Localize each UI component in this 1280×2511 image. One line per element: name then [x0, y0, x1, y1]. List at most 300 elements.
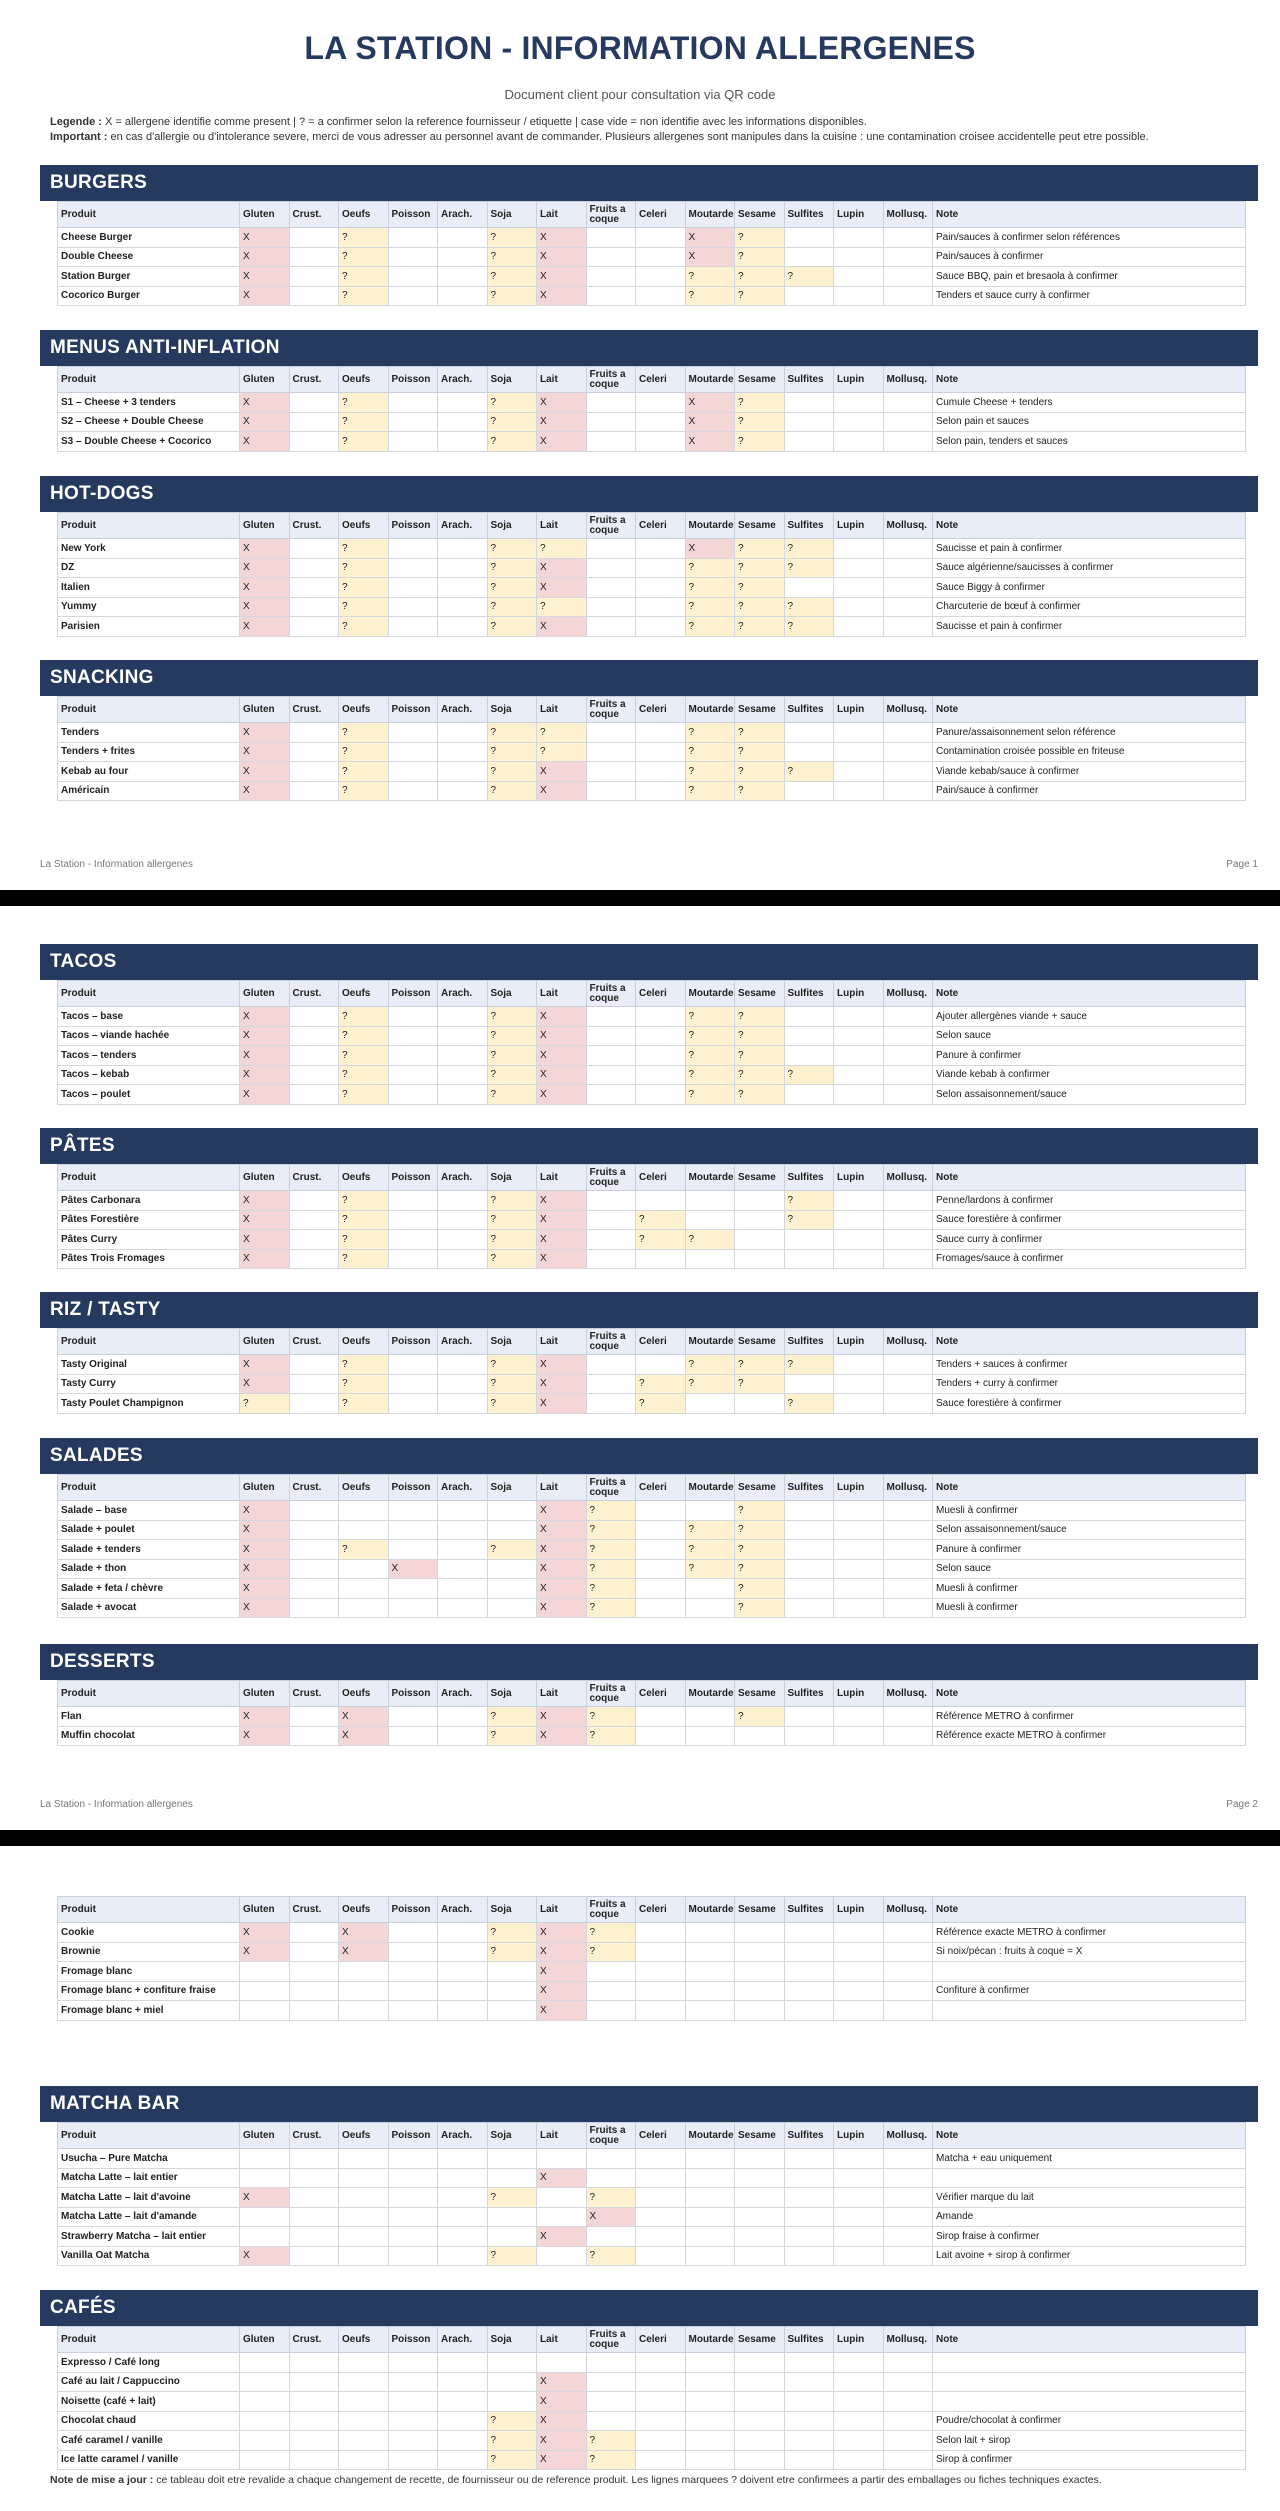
section-cafes: [40, 2290, 1258, 2470]
column-header: Soja: [487, 1897, 537, 1923]
column-header: Moutarde: [685, 1475, 735, 1501]
allergen-cell: [685, 2411, 735, 2431]
allergen-cell: [438, 2149, 488, 2169]
allergen-cell: [784, 393, 834, 413]
allergen-cell: ?: [487, 578, 537, 598]
table-row: [58, 1026, 1246, 1046]
allergen-cell: [636, 1962, 686, 1982]
product-name: Matcha Latte – lait d'amande: [58, 2207, 240, 2227]
column-header: Mollusq.: [883, 697, 933, 723]
allergen-cell: [636, 2188, 686, 2208]
note-cell: Tenders + curry à confirmer: [933, 1374, 1246, 1394]
column-header: Crust.: [289, 981, 339, 1007]
allergen-cell: [636, 267, 686, 287]
allergen-cell: [784, 1598, 834, 1618]
page-2: [0, 906, 1280, 1830]
allergen-cell: [784, 1923, 834, 1943]
allergen-cell: [636, 1579, 686, 1599]
allergen-cell: [636, 228, 686, 248]
allergen-cell: X: [240, 1046, 290, 1066]
allergen-cell: ?: [537, 539, 587, 559]
allergen-cell: ?: [487, 1046, 537, 1066]
column-header: Lait: [537, 981, 587, 1007]
allergen-cell: [289, 1726, 339, 1746]
allergen-cell: [388, 1501, 438, 1521]
column-header: Crust.: [289, 1475, 339, 1501]
product-name: Pâtes Curry: [58, 1230, 240, 1250]
allergen-cell: [339, 1520, 389, 1540]
allergen-cell: [834, 742, 884, 762]
allergen-cell: [438, 286, 488, 306]
allergen-cell: [388, 412, 438, 432]
allergen-cell: [685, 1191, 735, 1211]
product-name: Café caramel / vanille: [58, 2431, 240, 2451]
column-header: Oeufs: [339, 202, 389, 228]
product-name: Chocolat chaud: [58, 2411, 240, 2431]
allergen-cell: [636, 558, 686, 578]
allergen-cell: [586, 2149, 636, 2169]
allergen-cell: [834, 1230, 884, 1250]
allergen-cell: ?: [685, 1230, 735, 1250]
allergen-cell: [388, 1707, 438, 1727]
allergen-cell: [537, 2207, 587, 2227]
allergen-cell: ?: [735, 286, 785, 306]
allergen-cell: X: [240, 781, 290, 801]
column-header: Produit: [58, 367, 240, 393]
allergen-cell: [586, 1981, 636, 2001]
allergen-cell: [586, 1394, 636, 1414]
table-row: [58, 2207, 1246, 2227]
column-header: Lupin: [834, 2327, 884, 2353]
column-header: Poisson: [388, 1329, 438, 1355]
page-title: LA STATION - INFORMATION ALLERGENES: [304, 30, 976, 66]
allergen-cell: X: [240, 412, 290, 432]
allergen-cell: X: [240, 723, 290, 743]
allergen-cell: X: [537, 1942, 587, 1962]
allergen-cell: [438, 762, 488, 782]
column-header: Fruits a coque: [586, 2123, 636, 2149]
allergen-cell: ?: [487, 432, 537, 452]
column-header: Oeufs: [339, 367, 389, 393]
column-header: Gluten: [240, 1475, 290, 1501]
allergen-cell: [388, 1210, 438, 1230]
allergen-cell: [834, 2207, 884, 2227]
update-note: [50, 2474, 1102, 2486]
allergen-cell: [388, 2372, 438, 2392]
column-header: Poisson: [388, 1475, 438, 1501]
allergen-cell: X: [537, 1026, 587, 1046]
product-name: Pâtes Carbonara: [58, 1191, 240, 1211]
allergen-cell: [784, 412, 834, 432]
allergen-cell: [883, 2246, 933, 2266]
allergen-cell: ?: [537, 742, 587, 762]
column-header: Fruits a coque: [586, 513, 636, 539]
column-header: Soja: [487, 2123, 537, 2149]
note-cell: [933, 2353, 1246, 2373]
allergen-cell: X: [537, 228, 587, 248]
column-header: Arach.: [438, 697, 488, 723]
allergen-cell: [388, 2149, 438, 2169]
note-cell: Sauce algérienne/saucisses à confirmer: [933, 558, 1246, 578]
allergen-cell: [685, 2227, 735, 2247]
table-row: [58, 432, 1246, 452]
table-row: [58, 1923, 1246, 1943]
allergen-cell: ?: [339, 1374, 389, 1394]
column-header: Produit: [58, 1681, 240, 1707]
allergen-cell: [289, 1501, 339, 1521]
allergen-cell: ?: [784, 1191, 834, 1211]
allergen-cell: ?: [339, 1046, 389, 1066]
product-name: Salade + feta / chèvre: [58, 1579, 240, 1599]
allergen-cell: [289, 1598, 339, 1618]
section-title: BURGERS: [40, 165, 1258, 201]
allergen-cell: X: [685, 412, 735, 432]
allergen-cell: [438, 578, 488, 598]
allergen-cell: [339, 1598, 389, 1618]
note-cell: Selon pain et sauces: [933, 412, 1246, 432]
allergen-cell: [834, 2001, 884, 2021]
allergen-cell: [636, 2246, 686, 2266]
allergen-cell: ?: [586, 2431, 636, 2451]
allergen-cell: X: [240, 267, 290, 287]
table-row: [58, 2392, 1246, 2412]
product-name: Cookie: [58, 1923, 240, 1943]
allergen-cell: [636, 1007, 686, 1027]
allergen-cell: [339, 2188, 389, 2208]
allergen-cell: [883, 247, 933, 267]
column-header: Mollusq.: [883, 2123, 933, 2149]
product-name: Salade + avocat: [58, 1598, 240, 1618]
allergen-cell: [685, 1962, 735, 1982]
allergen-cell: [636, 1355, 686, 1375]
column-header: Moutarde: [685, 2327, 735, 2353]
column-header: Soja: [487, 1165, 537, 1191]
column-header: Lait: [537, 202, 587, 228]
legend-label: Legende :: [50, 116, 102, 128]
allergen-cell: X: [339, 1726, 389, 1746]
allergen-cell: [586, 1065, 636, 1085]
allergen-cell: [438, 1598, 488, 1618]
allergen-cell: X: [537, 617, 587, 637]
allergen-cell: [636, 1923, 686, 1943]
allergen-cell: [289, 578, 339, 598]
allergen-cell: [834, 1085, 884, 1105]
section-tacos: [40, 944, 1258, 1105]
allergen-cell: X: [240, 1559, 290, 1579]
allergen-cell: [339, 2246, 389, 2266]
note-cell: Viande kebab/sauce à confirmer: [933, 762, 1246, 782]
product-name: Tacos – viande hachée: [58, 1026, 240, 1046]
allergen-cell: X: [240, 1191, 290, 1211]
allergen-cell: [240, 2168, 290, 2188]
column-header: Arach.: [438, 981, 488, 1007]
allergen-cell: [438, 539, 488, 559]
allergen-cell: [685, 2353, 735, 2373]
allergen-cell: X: [537, 2431, 587, 2451]
allergen-cell: [636, 723, 686, 743]
allergen-cell: [784, 2372, 834, 2392]
note-cell: Panure/assaisonnement selon référence: [933, 723, 1246, 743]
allergen-cell: [784, 1085, 834, 1105]
allergen-cell: X: [537, 1394, 587, 1414]
allergen-cell: [685, 2188, 735, 2208]
allergen-cell: [240, 2149, 290, 2169]
allergen-cell: [834, 558, 884, 578]
allergen-cell: [636, 539, 686, 559]
column-header: Oeufs: [339, 697, 389, 723]
allergen-cell: ?: [685, 1065, 735, 1085]
allergen-cell: [883, 2353, 933, 2373]
allergen-cell: [388, 597, 438, 617]
allergen-cell: [834, 1726, 884, 1746]
product-name: Parisien: [58, 617, 240, 637]
note-cell: Sauce curry à confirmer: [933, 1230, 1246, 1250]
footer-page-number: Page 2: [1226, 1799, 1258, 1810]
allergen-cell: [685, 1210, 735, 1230]
allergen-cell: [537, 2149, 587, 2169]
allergen-cell: [834, 1394, 884, 1414]
allergen-cell: [685, 2372, 735, 2392]
table-row: [58, 1249, 1246, 1269]
column-header: Gluten: [240, 1329, 290, 1355]
allergen-cell: X: [537, 1540, 587, 1560]
allergen-cell: [834, 1923, 884, 1943]
column-header: Gluten: [240, 2123, 290, 2149]
allergen-cell: [784, 2353, 834, 2373]
allergen-cell: [883, 723, 933, 743]
allergen-cell: ?: [586, 1726, 636, 1746]
column-header: Soja: [487, 1329, 537, 1355]
allergen-cell: ?: [735, 1355, 785, 1375]
allergen-cell: X: [685, 393, 735, 413]
column-header: Sulfites: [784, 1475, 834, 1501]
note-cell: Tenders et sauce curry à confirmer: [933, 286, 1246, 306]
allergen-cell: ?: [487, 2246, 537, 2266]
product-name: Ice latte caramel / vanille: [58, 2450, 240, 2470]
allergen-cell: [289, 2411, 339, 2431]
column-header: Soja: [487, 1681, 537, 1707]
allergen-cell: [834, 2246, 884, 2266]
allergen-cell: [289, 1210, 339, 1230]
column-header: Mollusq.: [883, 367, 933, 393]
allergen-cell: ?: [735, 558, 785, 578]
allergen-cell: ?: [636, 1374, 686, 1394]
allergen-cell: [289, 1962, 339, 1982]
allergen-cell: X: [537, 1065, 587, 1085]
allergen-table: [57, 2326, 1246, 2470]
allergen-cell: [883, 617, 933, 637]
allergen-cell: [438, 1726, 488, 1746]
table-row: [58, 2411, 1246, 2431]
column-header: Note: [933, 513, 1246, 539]
column-header: Celeri: [636, 513, 686, 539]
allergen-cell: [784, 286, 834, 306]
allergen-cell: [438, 1191, 488, 1211]
column-header: Moutarde: [685, 697, 735, 723]
allergen-cell: [735, 2207, 785, 2227]
allergen-cell: X: [586, 2207, 636, 2227]
allergen-cell: [636, 1598, 686, 1618]
allergen-cell: X: [537, 1249, 587, 1269]
column-header: Poisson: [388, 981, 438, 1007]
column-header: Gluten: [240, 1681, 290, 1707]
allergen-cell: [537, 2246, 587, 2266]
allergen-cell: [438, 781, 488, 801]
allergen-cell: [438, 1026, 488, 1046]
product-name: Tenders: [58, 723, 240, 743]
allergen-cell: X: [537, 1230, 587, 1250]
table-row: [58, 2001, 1246, 2021]
allergen-cell: [784, 2246, 834, 2266]
column-header: Gluten: [240, 981, 290, 1007]
allergen-cell: [685, 1249, 735, 1269]
column-header: Oeufs: [339, 1165, 389, 1191]
allergen-cell: [487, 1579, 537, 1599]
allergen-cell: ?: [487, 1374, 537, 1394]
allergen-cell: ?: [487, 1942, 537, 1962]
column-header: Produit: [58, 202, 240, 228]
allergen-cell: [487, 2353, 537, 2373]
allergen-cell: ?: [784, 1394, 834, 1414]
allergen-cell: [834, 1981, 884, 2001]
allergen-cell: ?: [487, 1230, 537, 1250]
allergen-cell: [883, 1707, 933, 1727]
section-title: CAFÉS: [40, 2290, 1258, 2326]
allergen-cell: [784, 2227, 834, 2247]
column-header: Poisson: [388, 2327, 438, 2353]
column-header: Mollusq.: [883, 1329, 933, 1355]
allergen-cell: [289, 742, 339, 762]
allergen-cell: ?: [685, 1520, 735, 1540]
allergen-cell: [636, 2227, 686, 2247]
allergen-cell: [240, 2372, 290, 2392]
note-cell: Confiture à confirmer: [933, 1981, 1246, 2001]
allergen-cell: [834, 781, 884, 801]
section-title: MATCHA BAR: [40, 2086, 1258, 2122]
allergen-cell: [636, 1085, 686, 1105]
allergen-cell: [883, 597, 933, 617]
allergen-cell: X: [537, 1923, 587, 1943]
allergen-cell: [586, 781, 636, 801]
table-row: [58, 1559, 1246, 1579]
column-header: Fruits a coque: [586, 1329, 636, 1355]
column-header: Moutarde: [685, 1329, 735, 1355]
allergen-cell: [834, 1520, 884, 1540]
note-cell: Lait avoine + sirop à confirmer: [933, 2246, 1246, 2266]
allergen-cell: X: [240, 1520, 290, 1540]
allergen-cell: X: [537, 1598, 587, 1618]
column-header: Sesame: [735, 981, 785, 1007]
allergen-cell: [240, 2392, 290, 2412]
allergen-cell: [685, 2168, 735, 2188]
allergen-cell: X: [537, 2227, 587, 2247]
allergen-cell: [289, 1579, 339, 1599]
allergen-cell: X: [685, 247, 735, 267]
allergen-cell: [586, 286, 636, 306]
allergen-cell: X: [537, 2001, 587, 2021]
table-row: [58, 1981, 1246, 2001]
allergen-cell: [586, 742, 636, 762]
allergen-cell: X: [240, 1579, 290, 1599]
allergen-cell: [636, 2372, 686, 2392]
allergen-cell: [438, 1210, 488, 1230]
allergen-cell: [685, 1598, 735, 1618]
allergen-cell: ?: [735, 539, 785, 559]
allergen-cell: ?: [735, 1559, 785, 1579]
allergen-cell: [289, 781, 339, 801]
footer-left: La Station - Information allergenes: [40, 1799, 193, 1810]
allergen-cell: ?: [586, 1579, 636, 1599]
allergen-cell: [388, 1394, 438, 1414]
column-header: Poisson: [388, 697, 438, 723]
allergen-cell: [438, 1065, 488, 1085]
allergen-cell: ?: [784, 539, 834, 559]
note-cell: Viande kebab à confirmer: [933, 1065, 1246, 1085]
allergen-cell: [438, 2372, 488, 2392]
product-name: Fromage blanc: [58, 1962, 240, 1982]
allergen-cell: [289, 723, 339, 743]
allergen-cell: ?: [537, 723, 587, 743]
allergen-cell: X: [537, 2411, 587, 2431]
note-cell: Cumule Cheese + tenders: [933, 393, 1246, 413]
allergen-cell: [487, 1962, 537, 1982]
column-header: Moutarde: [685, 981, 735, 1007]
section-desserts: [40, 1644, 1258, 1746]
column-header: Poisson: [388, 1165, 438, 1191]
allergen-cell: [339, 2227, 389, 2247]
allergen-cell: [388, 228, 438, 248]
column-header: Produit: [58, 981, 240, 1007]
allergen-cell: [438, 1942, 488, 1962]
product-name: Fromage blanc + miel: [58, 2001, 240, 2021]
allergen-cell: ?: [735, 1707, 785, 1727]
allergen-cell: [289, 1026, 339, 1046]
allergen-cell: X: [240, 1007, 290, 1027]
allergen-cell: [586, 228, 636, 248]
product-name: Kebab au four: [58, 762, 240, 782]
allergen-cell: [438, 432, 488, 452]
allergen-cell: [685, 2392, 735, 2412]
allergen-cell: ?: [685, 742, 735, 762]
column-header: Moutarde: [685, 513, 735, 539]
allergen-cell: [834, 432, 884, 452]
allergen-cell: [883, 1942, 933, 1962]
allergen-cell: [438, 742, 488, 762]
allergen-table: [57, 980, 1246, 1105]
table-row: [58, 2246, 1246, 2266]
allergen-cell: [636, 2411, 686, 2431]
allergen-cell: [735, 2450, 785, 2470]
allergen-cell: [784, 1540, 834, 1560]
product-name: Salade + poulet: [58, 1520, 240, 1540]
allergen-cell: [289, 1007, 339, 1027]
allergen-cell: X: [240, 558, 290, 578]
column-header: Fruits a coque: [586, 697, 636, 723]
allergen-cell: [834, 1210, 884, 1230]
column-header: Arach.: [438, 1165, 488, 1191]
note-cell: Référence METRO à confirmer: [933, 1707, 1246, 1727]
allergen-cell: [487, 2372, 537, 2392]
allergen-cell: X: [537, 1085, 587, 1105]
allergen-cell: [586, 2168, 636, 2188]
allergen-cell: [388, 1355, 438, 1375]
allergen-cell: [834, 762, 884, 782]
allergen-cell: [438, 1981, 488, 2001]
table-row: [58, 1579, 1246, 1599]
column-header: Sulfites: [784, 2327, 834, 2353]
allergen-cell: [339, 2450, 389, 2470]
allergen-cell: X: [240, 762, 290, 782]
